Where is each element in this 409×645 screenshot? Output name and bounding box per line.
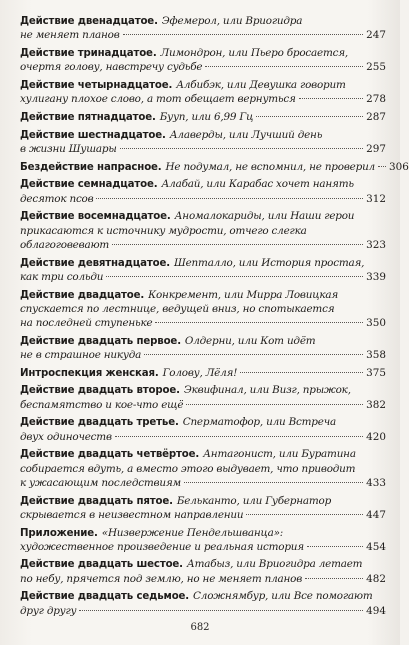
toc-entry-page: 339: [366, 270, 386, 283]
dot-leader: [120, 148, 364, 149]
dot-leader: [307, 546, 363, 547]
dot-leader: [144, 354, 363, 355]
toc-entry-subtitle: Конкремент, или Мирра Ловицкая: [148, 288, 339, 301]
toc-entry: [20, 46, 386, 74]
toc-entry-line: [20, 462, 386, 476]
toc-entry-page: 306: [388, 160, 409, 173]
dot-leader: [240, 372, 363, 373]
toc-entry-line: [20, 28, 386, 42]
toc-entry-line: [20, 78, 386, 92]
dot-leader: [378, 166, 386, 167]
toc-entry-line: [20, 238, 386, 252]
toc-entry-line: [20, 142, 386, 156]
dot-leader: [184, 482, 363, 483]
toc-entry-page: 255: [366, 61, 386, 74]
toc-entry-title: Действие двадцать второе.: [20, 385, 180, 397]
toc-entry: [20, 78, 386, 106]
toc-entry-subtitle: по небу, прячется под землю, но не меняет планов: [20, 572, 303, 585]
toc-entry-line: [20, 526, 386, 540]
toc-entry-page: 494: [366, 604, 386, 617]
dot-leader: [79, 610, 363, 611]
toc-entry-title: Бездействие напрасное.: [20, 161, 162, 173]
toc-entry-page: 420: [366, 430, 386, 443]
toc-entry-line: [20, 348, 386, 362]
toc-entry-page: 447: [366, 508, 386, 521]
toc-entry-line: [20, 46, 386, 60]
toc-entry-line: [20, 160, 409, 174]
toc-entry-subtitle: спускается по лестнице, ведущей вниз, но спотыкается: [20, 302, 335, 315]
toc-entry: [20, 366, 386, 380]
toc-entry-line: [20, 557, 386, 571]
toc-entry-line: [20, 366, 386, 380]
toc-entry-subtitle: Лимондрон, или Пьеро бросается,: [160, 46, 349, 59]
toc-entry-line: [20, 224, 386, 238]
toc-entry-line: [20, 589, 386, 603]
dot-leader: [96, 198, 363, 199]
toc-entry-page: 375: [366, 366, 386, 379]
toc-entry-subtitle: не меняет планов: [20, 29, 120, 42]
toc-entry-line: [20, 256, 386, 270]
toc-entry-subtitle: Аномалокариды, или Наши герои: [174, 210, 355, 223]
toc-entry: [20, 526, 386, 554]
toc-entry-subtitle: Эфемерол, или Вриогидра: [161, 15, 303, 27]
toc-entry-title: Приложение.: [20, 527, 98, 539]
toc-entry-line: [20, 128, 386, 142]
toc-entry-subtitle: к ужасающим последствиям: [20, 476, 181, 489]
toc-entry-title: Действие двадцать первое.: [20, 335, 181, 347]
toc-entry-line: [20, 302, 386, 316]
toc-entry-page: 278: [366, 93, 386, 106]
toc-entry-subtitle: Сперматофор, или Встреча: [182, 416, 336, 429]
toc-entry: [20, 557, 386, 585]
toc-entry: [20, 589, 386, 617]
toc-entry-subtitle: Атабыз, или Вриогидра летает: [186, 558, 363, 571]
toc-entry-line: [20, 447, 386, 461]
toc-entry-subtitle: Алаверды, или Лучший день: [169, 128, 323, 141]
toc-entry-subtitle: как три сольди: [20, 270, 104, 283]
toc-entry-subtitle: Албибэк, или Девушка говорит: [176, 78, 346, 91]
toc-entry-subtitle: скрывается в неизвестном направлении: [20, 508, 244, 521]
toc-entry-subtitle: Олдерни, или Кот идёт: [184, 334, 316, 347]
toc-entry-line: [20, 476, 386, 490]
toc-entry-subtitle: облагоговевают: [20, 238, 110, 251]
toc-entry-title: Действие восемнадцатое.: [20, 211, 171, 223]
toc-entry-line: [20, 14, 386, 28]
toc-entry-subtitle: прикасаются к источнику мудрости, отчего слегка: [20, 224, 307, 237]
toc-entry-line: [20, 209, 386, 223]
toc-entry-subtitle: Сложнямбур, или Все помогают: [193, 590, 373, 603]
toc-entry-page: 358: [366, 348, 386, 361]
toc-entry-page: 454: [366, 540, 386, 553]
dot-leader: [115, 436, 363, 437]
toc-entry-line: [20, 110, 386, 124]
toc-entry-line: [20, 383, 386, 397]
toc-entry-line: [20, 430, 386, 444]
toc-entry: [20, 383, 386, 411]
toc-entry-title: Действие шестнадцатое.: [20, 129, 166, 141]
toc-entry-line: [20, 92, 386, 106]
toc-entry-title: Интроспекция женская.: [20, 367, 159, 379]
toc-entry-subtitle: на последней ступеньке: [20, 316, 153, 329]
toc-entry-line: [20, 572, 386, 586]
toc-entry: [20, 256, 386, 284]
toc-entry-line: [20, 604, 386, 618]
toc-entry-page: 382: [366, 398, 386, 411]
dot-leader: [112, 244, 363, 245]
toc-entry-subtitle: Голову, Лёля!: [162, 366, 238, 379]
toc-entry-subtitle: беспамятство и кое-что ещё: [20, 398, 184, 411]
toc-entry-title: Действие двадцать четвёртое.: [20, 449, 200, 461]
toc-entry: [20, 447, 386, 490]
toc-entry-subtitle: Бельканто, или Губернатор: [176, 494, 332, 507]
toc-entry-page: 433: [366, 476, 386, 489]
toc-entry-subtitle: Не подумал, не вспомнил, не проверил: [165, 160, 375, 173]
toc-entry-title: Действие тринадцатое.: [20, 47, 157, 59]
toc-entry: [20, 334, 386, 362]
toc-entry-page: 482: [366, 572, 386, 585]
toc-entry-page: 247: [366, 29, 386, 42]
toc-entry: [20, 128, 386, 156]
toc-entry: [20, 288, 386, 331]
toc-entry-line: [20, 316, 386, 330]
toc-entry-page: 323: [366, 238, 386, 251]
dot-leader: [106, 276, 363, 277]
toc-entry-page: 312: [366, 192, 386, 205]
toc-entry-title: Действие двадцать третье.: [20, 417, 179, 429]
toc-entry: [20, 494, 386, 522]
toc-entry-line: [20, 192, 386, 206]
toc-entry-subtitle: очертя голову, навстречу судьбе: [20, 61, 203, 74]
toc-entry-subtitle: художественное произведение и реальная история: [20, 540, 304, 553]
dot-leader: [155, 322, 363, 323]
toc-entry-title: Действие четырнадцатое.: [20, 79, 173, 91]
toc-entry-line: [20, 508, 386, 522]
toc-entry-subtitle: в жизни Шушары: [20, 142, 117, 155]
toc-entry-page: 287: [366, 110, 386, 123]
toc-entry-subtitle: друг другу: [20, 604, 77, 617]
toc-entry-subtitle: собирается вдуть, а вместо этого выдувает, что приводит: [20, 462, 356, 475]
toc-entry: [20, 209, 386, 252]
dot-leader: [123, 34, 364, 35]
toc-entry-title: Действие девятнадцатое.: [20, 257, 170, 269]
toc-entry-line: [20, 494, 386, 508]
toc-entry: [20, 14, 386, 42]
toc-entry-line: [20, 415, 386, 429]
toc-entry-subtitle: хулигану плохое слово, а тот обещает вернуться: [20, 93, 296, 106]
toc-entry-subtitle: Антагонист, или Буратина: [203, 448, 356, 461]
toc-entry-title: Действие семнадцатое.: [20, 179, 158, 191]
dot-leader: [246, 514, 363, 515]
toc-entry-subtitle: Эквифинал, или Визг, прыжок,: [183, 384, 351, 397]
page-number: 682: [190, 622, 210, 633]
toc-entry-subtitle: Алабай, или Карабас хочет нанять: [161, 178, 354, 191]
toc-entry-subtitle: Бууп, или 6,99 Гц: [159, 110, 254, 123]
toc-entry-subtitle: двух одиночеств: [20, 430, 112, 443]
dot-leader: [299, 98, 363, 99]
toc-entry: [20, 110, 386, 124]
toc-entry: [20, 160, 409, 174]
toc-entry-title: Действие пятнадцатое.: [20, 111, 156, 123]
toc-entry-line: [20, 398, 386, 412]
toc-entry-subtitle: десяток псов: [20, 192, 94, 205]
toc-entry-line: [20, 270, 386, 284]
table-of-contents: [20, 14, 409, 621]
toc-entry-line: [20, 540, 386, 554]
toc-entry: [20, 415, 386, 443]
toc-entry-line: [20, 177, 386, 191]
dot-leader: [186, 404, 363, 405]
toc-entry-subtitle: Шепталло, или История простая,: [173, 256, 365, 269]
toc-entry-line: [20, 334, 386, 348]
toc-entry-line: [20, 288, 386, 302]
toc-entry-title: Действие двадцать шестое.: [20, 559, 183, 571]
dot-leader: [256, 116, 363, 117]
toc-entry-subtitle: не в страшное никуда: [20, 348, 142, 361]
dot-leader: [205, 66, 363, 67]
toc-entry-title: Действие двадцатое.: [20, 289, 145, 301]
toc-entry-subtitle: «Низвержение Пендельшванца»:: [101, 526, 284, 539]
toc-entry: [20, 177, 386, 205]
dot-leader: [305, 578, 363, 579]
toc-entry-page: 297: [366, 142, 386, 155]
toc-entry-page: 350: [366, 316, 386, 329]
toc-entry-title: Действие двадцать седьмое.: [20, 591, 190, 603]
toc-entry-title: Действие двенадцатое.: [20, 16, 158, 27]
toc-entry-title: Действие двадцать пятое.: [20, 495, 173, 507]
toc-entry-line: [20, 60, 386, 74]
